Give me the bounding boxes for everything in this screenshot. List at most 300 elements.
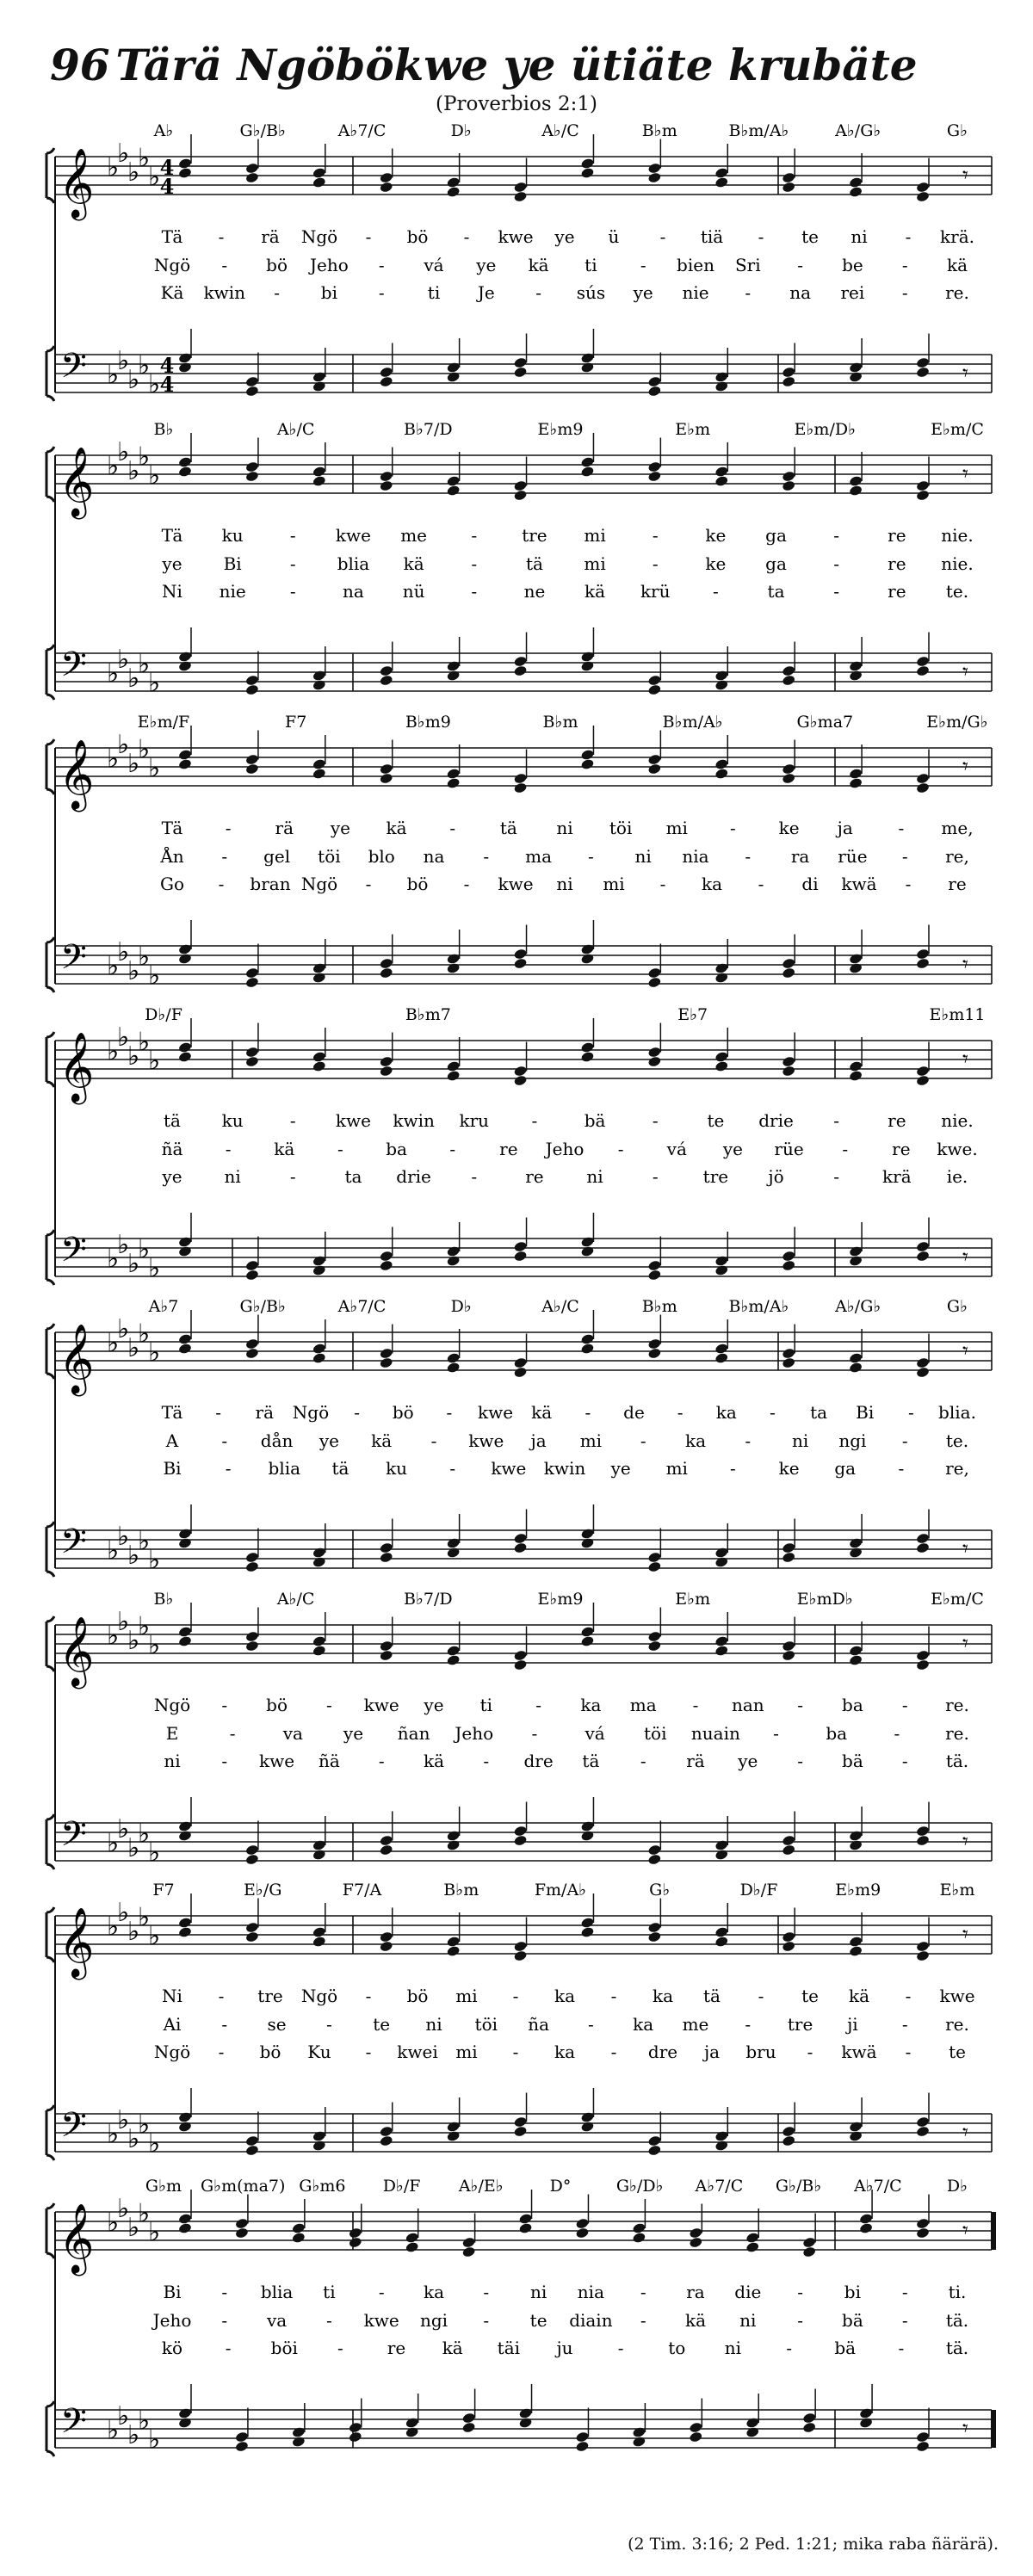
chord-symbol: A♭7/C: [337, 1297, 387, 1316]
treble-notehead: [312, 475, 327, 487]
key-flat: ♭: [127, 956, 140, 986]
bass-notehead: [580, 1820, 595, 1832]
treble-notehead: [446, 1060, 461, 1072]
bass-notehead: [518, 2417, 533, 2429]
treble-notehead: [245, 763, 260, 775]
bass-notehead: [178, 1528, 193, 1540]
lyric-syllable: -: [365, 2042, 372, 2062]
lyric-syllable: re: [888, 581, 906, 602]
lyric-syllable: vá: [585, 1723, 605, 1744]
treble-notehead: [513, 489, 528, 501]
lyric-syllable: -: [898, 2338, 905, 2358]
rest: 𝄾: [962, 1922, 968, 1948]
chord-symbol: G♭ma7: [796, 713, 854, 732]
lyric-syllable: te: [373, 2014, 391, 2035]
bass-notehead: [575, 2440, 590, 2452]
lyric-syllable: ku: [221, 525, 244, 546]
bass-brace: [46, 1230, 54, 1285]
lyric-syllable: kwe: [491, 1458, 527, 1479]
treble-notehead: [849, 176, 863, 188]
lyric-syllable: -: [326, 2014, 332, 2035]
treble-notehead: [714, 176, 729, 188]
treble-notehead: [782, 1940, 796, 1952]
lyric-syllable: ka: [652, 1986, 674, 2006]
lyric-syllable: -: [483, 1751, 490, 1771]
key-flat: ♭: [138, 350, 151, 381]
treble-notehead: [916, 1949, 931, 1961]
chord-symbol: E♭m/C: [931, 1590, 984, 1609]
key-flat: ♭: [117, 1022, 130, 1053]
bass-notehead: [647, 683, 662, 695]
key-flat: ♭: [117, 730, 130, 760]
lyric-syllable: nie.: [941, 553, 974, 574]
lyric-syllable: dre: [523, 1751, 554, 1771]
bass-notehead: [178, 651, 193, 663]
lyric-syllable: -: [833, 1110, 840, 1131]
bass-notehead: [916, 948, 931, 960]
bass-notehead: [446, 2121, 461, 2133]
rest: 𝄾: [962, 461, 968, 487]
bass-notehead: [714, 1255, 729, 1267]
treble-brace: [46, 447, 54, 502]
lyric-syllable: bö: [266, 1695, 288, 1715]
bass-notehead: [647, 2134, 662, 2147]
key-flat: ♭: [138, 1526, 151, 1557]
lyric-syllable: -: [225, 1139, 232, 1159]
lyric-syllable: -: [730, 818, 736, 838]
treble-notehead: [178, 1041, 193, 1053]
lyric-syllable: ye: [476, 255, 497, 275]
lyric-syllable: -: [221, 1430, 228, 1451]
lyric-syllable: töi: [609, 818, 633, 838]
bass-notehead: [714, 1264, 729, 1276]
bass-notehead: [714, 371, 729, 383]
lyric-syllable: -: [225, 2338, 232, 2358]
lyric-syllable: gel: [263, 846, 291, 867]
treble-notehead: [916, 781, 931, 794]
lyric-syllable: Ngö: [300, 1986, 338, 2006]
lyric-syllable: nia: [682, 846, 709, 867]
lyric-syllable: -: [797, 255, 803, 275]
bass-notehead: [379, 1250, 393, 1262]
key-flat: ♭: [107, 658, 120, 689]
bass-notehead: [178, 2121, 193, 2133]
chord-symbol: E♭m/D♭: [794, 420, 857, 439]
lyric-syllable: ye: [424, 1695, 444, 1715]
lyric-syllable: töi: [643, 1723, 667, 1744]
lyric-syllable: ni: [634, 846, 652, 867]
treble-notehead: [580, 158, 595, 170]
bass-notehead: [647, 976, 662, 988]
treble-notehead: [245, 1640, 260, 1652]
bass-notehead: [178, 660, 193, 672]
rest: 𝄾: [962, 1338, 968, 1364]
lyric-syllable: Jeho: [152, 2310, 192, 2331]
bass-notehead: [916, 1240, 931, 1252]
lyric-syllable: nan: [731, 1695, 764, 1715]
bass-notehead: [916, 1532, 931, 1544]
bass-notehead: [379, 1834, 393, 1846]
bass-notehead: [312, 1839, 327, 1851]
treble-notehead: [859, 2222, 874, 2234]
lyric-syllable: ga: [834, 1458, 857, 1479]
bass-notehead: [379, 967, 393, 979]
treble-notehead: [714, 1645, 729, 1657]
treble-notehead: [647, 1046, 662, 1058]
treble-notehead: [647, 763, 662, 775]
bass-notehead: [312, 2130, 327, 2142]
key-flat: ♭: [138, 649, 151, 680]
treble-notehead: [245, 753, 260, 765]
chord-symbol: B♭7/D: [404, 1590, 453, 1609]
treble-notehead: [312, 176, 327, 188]
lyric-syllable: re: [525, 1166, 544, 1187]
bass-notehead: [379, 664, 393, 676]
lyric-syllable: krä.: [940, 226, 974, 247]
treble-notehead: [379, 1065, 393, 1077]
lyric-syllable: mi: [584, 553, 606, 574]
lyric-syllable: re: [888, 1110, 906, 1131]
lyric-syllable: -: [483, 2282, 490, 2302]
treble-notehead: [849, 1645, 863, 1657]
lyric-syllable: kä: [386, 818, 407, 838]
lyric-syllable: ji: [847, 2014, 858, 2035]
chord-symbol: F7: [285, 713, 307, 732]
bass-notehead: [782, 967, 796, 979]
treble-notehead: [714, 768, 729, 780]
lyric-syllable: -: [901, 1695, 908, 1715]
lyric-syllable: -: [326, 1695, 332, 1715]
lyric-syllable: -: [365, 226, 372, 247]
bass-notehead: [235, 2431, 250, 2443]
treble-notehead: [580, 1635, 595, 1647]
treble-notehead: [647, 171, 662, 183]
bass-notehead: [714, 679, 729, 691]
rest: 𝄾: [962, 2218, 968, 2244]
lyric-syllable: -: [807, 2042, 813, 2062]
chord-symbol: A♭/G♭: [835, 1297, 881, 1316]
chord-symbol: B♭m: [641, 121, 677, 140]
key-flat: ♭: [107, 1036, 120, 1067]
lyric-syllable: re: [948, 874, 967, 894]
lyric-syllable: Ån: [160, 846, 184, 867]
lyric-syllable: te: [949, 2042, 966, 2062]
lyric-syllable: -: [842, 1139, 849, 1159]
lyric-syllable: ti: [585, 255, 597, 275]
lyric-syllable: -: [354, 1402, 360, 1423]
lyric-syllable: -: [225, 818, 232, 838]
treble-notehead: [379, 772, 393, 784]
treble-notehead: [446, 768, 461, 780]
bass-clef: 𝄢: [60, 346, 87, 394]
bass-notehead: [379, 1259, 393, 1271]
treble-notehead: [916, 181, 931, 193]
treble-notehead: [178, 158, 193, 170]
lyric-syllable: -: [483, 2310, 490, 2331]
bass-notehead: [461, 2421, 476, 2433]
treble-notehead: [916, 1356, 931, 1368]
lyric-syllable: ka: [715, 1402, 737, 1423]
lyric-syllable: -: [585, 1402, 591, 1423]
lyric-syllable: di: [801, 874, 819, 894]
lyric-syllable: ni: [224, 1166, 241, 1187]
lyric-syllable: blia: [260, 2282, 294, 2302]
bass-notehead: [446, 361, 461, 374]
treble-notehead: [916, 2217, 931, 2229]
key-flat: ♭: [117, 139, 130, 169]
bass-notehead: [312, 1255, 327, 1267]
bass-notehead: [647, 1560, 662, 1572]
bass-notehead: [405, 2426, 419, 2438]
lyric-syllable: kwe: [363, 2310, 399, 2331]
lyric-syllable: Ngö: [300, 226, 338, 247]
lyric-syllable: ra: [790, 846, 810, 867]
lyric-syllable: -: [894, 1723, 900, 1744]
bass-notehead: [178, 1830, 193, 1842]
lyric-syllable: -: [745, 2014, 752, 2035]
treble-notehead: [849, 1654, 863, 1666]
lyric-syllable: -: [659, 226, 666, 247]
treble-notehead: [714, 475, 729, 487]
chord-symbol: B♭m/A♭: [662, 713, 723, 732]
treble-notehead: [849, 777, 863, 789]
lyric-syllable: ni: [164, 1751, 181, 1771]
bass-notehead: [580, 352, 595, 364]
key-flat: ♭: [107, 2415, 120, 2446]
lyric-syllable: Ngö: [300, 874, 338, 894]
treble-notehead: [312, 1645, 327, 1657]
lyric-syllable: Ni: [162, 1986, 182, 2006]
bass-notehead: [849, 2121, 863, 2133]
lyric-syllable: kwin: [203, 282, 246, 303]
final-barline: [991, 2410, 996, 2448]
lyric-syllable: -: [326, 2310, 332, 2331]
lyric-syllable: -: [901, 255, 908, 275]
treble-notehead: [518, 2222, 533, 2234]
key-flat: ♭: [138, 2110, 151, 2140]
lyric-syllable: me,: [941, 818, 974, 838]
lyric-syllable: tä.: [945, 2310, 969, 2331]
bass-notehead: [849, 1547, 863, 1559]
treble-notehead: [575, 2217, 590, 2229]
lyric-syllable: -: [692, 1695, 699, 1715]
key-flat: ♭: [107, 1535, 120, 1566]
bass-notehead: [292, 2436, 306, 2448]
lyric-syllable: drie: [758, 1110, 794, 1131]
lyric-syllable: E: [165, 1723, 179, 1744]
lyric-syllable: ti: [427, 282, 441, 303]
treble-clef: 𝄞: [59, 738, 95, 809]
treble-clef: 𝄞: [59, 1906, 95, 1977]
chord-symbol: D♭/F: [739, 1881, 778, 1900]
treble-notehead: [513, 1065, 528, 1077]
bass-notehead: [312, 1556, 327, 1568]
bass-notehead: [446, 1255, 461, 1267]
lyric-syllable: ngi: [838, 1430, 867, 1451]
treble-notehead: [446, 1936, 461, 1948]
bass-brace: [46, 346, 54, 401]
treble-notehead: [513, 1659, 528, 1671]
treble-notehead: [714, 1343, 729, 1355]
key-flat: ♭: [117, 346, 130, 376]
lyric-syllable: ye: [722, 1139, 743, 1159]
chord-symbol: E♭m11: [929, 1005, 986, 1024]
treble-notehead: [245, 162, 260, 174]
time-sig-num: 4: [159, 155, 175, 180]
lyric-syllable: -: [218, 1986, 225, 2006]
lyric-syllable: ni: [724, 2338, 742, 2358]
rest: 𝄾: [962, 952, 968, 978]
key-flat: ♭: [148, 1253, 161, 1284]
lyric-syllable: -: [365, 874, 372, 894]
lyric-syllable: -: [901, 2310, 908, 2331]
bass-notehead: [580, 660, 595, 672]
bass-notehead: [312, 972, 327, 984]
lyric-syllable: kwe: [477, 1402, 514, 1423]
bass-notehead: [178, 361, 193, 374]
bass-notehead: [312, 962, 327, 974]
chord-symbol: E♭m9: [835, 1881, 881, 1900]
treble-notehead: [379, 1940, 393, 1952]
lyric-syllable: -: [745, 846, 752, 867]
key-flat: ♭: [148, 2425, 161, 2456]
lyric-syllable: Ni: [162, 581, 182, 602]
treble-notehead: [379, 479, 393, 491]
bass-clef: 𝄢: [60, 1522, 87, 1570]
bass-notehead: [916, 1834, 931, 1846]
lyric-syllable: -: [797, 1751, 803, 1771]
treble-notehead: [446, 186, 461, 198]
lyric-syllable: ba: [842, 1695, 863, 1715]
bass-notehead: [916, 2125, 931, 2137]
lyric-syllable: ga: [765, 553, 787, 574]
bass-notehead: [916, 356, 931, 368]
chord-symbol: E♭/G: [244, 1881, 282, 1900]
rest: 𝄾: [962, 1631, 968, 1657]
treble-notehead: [647, 753, 662, 765]
chord-symbol: B♭7/D: [404, 420, 453, 439]
rest: 𝄾: [962, 2120, 968, 2146]
chord-symbol: A♭/E♭: [458, 2177, 504, 2196]
treble-notehead: [312, 466, 327, 478]
bass-notehead: [580, 1236, 595, 1248]
lyric-syllable: re: [888, 525, 906, 546]
treble-notehead: [916, 1065, 931, 1077]
lyric-syllable: vá: [666, 1139, 687, 1159]
treble-notehead: [312, 1352, 327, 1364]
lyric-syllable: mi: [455, 1986, 478, 2006]
chord-symbol: A♭7/C: [337, 121, 387, 140]
bass-notehead: [647, 2144, 662, 2156]
bass-notehead: [580, 953, 595, 965]
bass-notehead: [859, 2417, 874, 2429]
lyric-syllable: die: [734, 2282, 762, 2302]
treble-notehead: [379, 1930, 393, 1943]
lyric-syllable: kwei: [397, 2042, 438, 2062]
lyric-syllable: ke: [705, 553, 727, 574]
chord-symbol: E♭m: [939, 1881, 975, 1900]
treble-notehead: [647, 1630, 662, 1642]
treble-notehead: [916, 1366, 931, 1378]
treble-clef: 𝄞: [59, 1615, 95, 1686]
lyric-syllable: -: [770, 1402, 776, 1423]
treble-notehead: [782, 1065, 796, 1077]
treble-notehead: [348, 2236, 362, 2248]
lyric-syllable: -: [289, 1166, 296, 1187]
key-flat: ♭: [117, 1898, 130, 1928]
bass-notehead: [916, 2440, 931, 2452]
lyric-syllable: ni: [556, 818, 573, 838]
key-flat: ♭: [127, 2213, 140, 2243]
lyric-syllable: ju: [556, 2338, 573, 2358]
treble-notehead: [782, 772, 796, 784]
lyric-syllable: -: [289, 1110, 296, 1131]
bass-notehead: [916, 664, 931, 676]
bass-notehead: [178, 953, 193, 965]
bass-notehead: [245, 1259, 260, 1271]
treble-notehead: [782, 1356, 796, 1368]
bass-notehead: [782, 375, 796, 387]
lyric-syllable: -: [471, 553, 478, 574]
treble-notehead: [405, 2241, 419, 2253]
treble-notehead: [513, 1940, 528, 1952]
lyric-syllable: re.: [945, 2014, 969, 2035]
lyric-syllable: ma: [525, 846, 553, 867]
treble-notehead: [714, 466, 729, 478]
treble-notehead: [849, 1362, 863, 1374]
key-flat: ♭: [148, 2128, 161, 2159]
chord-symbol: B♭m/A♭: [728, 121, 789, 140]
treble-notehead: [647, 1055, 662, 1067]
lyric-syllable: -: [773, 1723, 779, 1744]
lyric-syllable: bi: [320, 282, 338, 303]
treble-notehead: [178, 2213, 193, 2225]
lyric-syllable: te: [529, 2310, 547, 2331]
bass-notehead: [849, 1255, 863, 1267]
key-flat: ♭: [148, 668, 161, 699]
lyric-syllable: -: [905, 1986, 912, 2006]
bass-notehead: [446, 2130, 461, 2142]
lyric-syllable: nie: [682, 282, 709, 303]
chord-symbol: B♭m7: [405, 1005, 451, 1024]
treble-notehead: [916, 1659, 931, 1671]
treble-notehead: [859, 2213, 874, 2225]
lyric-syllable: täi: [497, 2338, 521, 2358]
treble-notehead: [647, 1640, 662, 1652]
treble-notehead: [446, 1070, 461, 1082]
key-flat: ♭: [127, 1249, 140, 1279]
treble-brace: [46, 148, 54, 203]
bass-notehead: [379, 1844, 393, 1856]
treble-notehead: [745, 2232, 760, 2244]
lyric-syllable: -: [337, 1139, 343, 1159]
treble-notehead: [245, 470, 260, 482]
chord-symbol: B♭m/A♭: [728, 1297, 789, 1316]
lyric-syllable: -: [905, 226, 912, 247]
key-flat: ♭: [127, 1626, 140, 1656]
lyric-syllable: bä: [842, 2310, 863, 2331]
bass-notehead: [916, 1250, 931, 1262]
lyric-syllable: tä.: [945, 1751, 969, 1771]
lyric-syllable: kä: [585, 581, 606, 602]
lyric-syllable: -: [901, 1751, 908, 1771]
lyric-syllable: re: [892, 1139, 911, 1159]
bass-notehead: [782, 1551, 796, 1563]
bass-notehead: [782, 664, 796, 676]
rest: 𝄾: [962, 1829, 968, 1855]
treble-notehead: [714, 167, 729, 179]
lyric-syllable: blia: [337, 553, 370, 574]
